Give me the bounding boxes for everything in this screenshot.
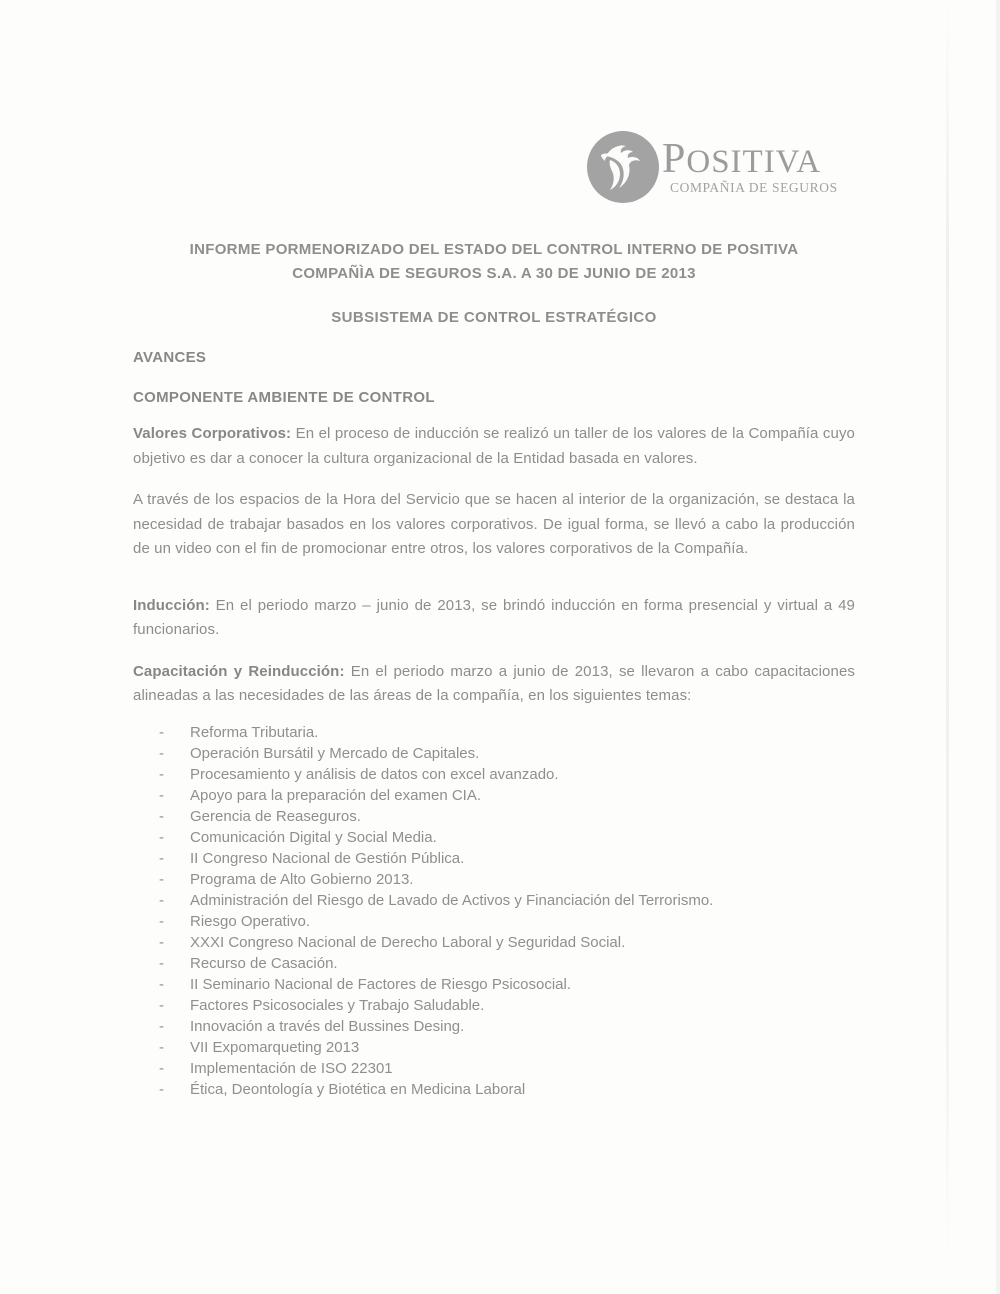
scan-artifact-line xyxy=(946,0,949,1255)
paragraph-text: En el periodo marzo – junio de 2013, se brindó inducción en forma presencial y virtual a 49 funcionarios. xyxy=(133,596,855,638)
list-item-text: Programa de Alto Gobierno 2013. xyxy=(190,870,414,888)
list-item-text: Apoyo para la preparación del examen CIA. xyxy=(190,786,482,804)
heading-componente: COMPONENTE AMBIENTE DE CONTROL xyxy=(133,389,435,406)
capacitacion-topics-list xyxy=(133,722,855,1100)
paragraph-capacitacion xyxy=(133,660,855,709)
heading-avances: AVANCES xyxy=(133,349,207,366)
list-item-text: XXXI Congreso Nacional de Derecho Laboral y Seguridad Social. xyxy=(190,933,626,951)
list-item xyxy=(133,806,855,827)
list-item xyxy=(133,869,855,890)
document-body xyxy=(133,0,855,1100)
list-item xyxy=(133,911,855,932)
document-subtitle: SUBSISTEMA DE CONTROL ESTRATÉGICO xyxy=(331,309,657,326)
document-title xyxy=(133,238,855,286)
list-item-text: Procesamiento y análisis de datos con excel avanzado. xyxy=(190,765,559,783)
list-item xyxy=(133,995,855,1016)
list-item xyxy=(133,1016,855,1037)
list-item-text: Operación Bursátil y Mercado de Capitales. xyxy=(190,744,480,762)
list-item-text: Implementación de ISO 22301 xyxy=(190,1059,393,1077)
list-item xyxy=(133,1037,855,1058)
paragraph-text: En el proceso de inducción se realizó un taller de los valores de la Compañía cuyo objetivo es dar a conocer la cultura organizacional de la Entidad basada en valores. xyxy=(133,425,855,467)
list-item xyxy=(133,1079,855,1100)
document-title-line1: INFORME PORMENORIZADO DEL ESTADO DEL CONTROL INTERNO DE POSITIVA xyxy=(189,241,799,258)
paragraph-induccion xyxy=(133,594,855,643)
list-item-text: Administración del Riesgo de Lavado de Activos y Financiación del Terrorismo. xyxy=(190,891,714,909)
list-item xyxy=(133,974,855,995)
list-item xyxy=(133,722,855,743)
list-item-text: Recurso de Casación. xyxy=(190,954,338,972)
list-item-text: Ética, Deontología y Biotética en Medicina Laboral xyxy=(190,1080,526,1098)
paragraph-lead: Valores Corporativos: xyxy=(133,425,292,442)
list-item-text: Factores Psicosociales y Trabajo Saludable. xyxy=(190,996,485,1014)
logo-tagline: COMPAÑIA DE SEGUROS xyxy=(670,180,838,195)
list-item xyxy=(133,743,855,764)
list-item-text: Reforma Tributaria. xyxy=(190,723,319,741)
list-item-text: Innovación a través del Bussines Desing. xyxy=(190,1017,465,1035)
list-item-text: Gerencia de Reaseguros. xyxy=(190,807,361,825)
list-item xyxy=(133,953,855,974)
list-item xyxy=(133,1058,855,1079)
scan-artifact-edge xyxy=(996,0,1000,1294)
paragraph-lead: Capacitación y Reinducción: xyxy=(133,662,345,680)
document-title-line2: COMPAÑÌA DE SEGUROS S.A. A 30 DE JUNIO DE 2013 xyxy=(292,265,696,282)
list-item xyxy=(133,785,855,806)
logo-wordmark: POSITIVA xyxy=(662,136,822,182)
list-item-text: Comunicación Digital y Social Media. xyxy=(190,828,437,846)
paragraph-hora-del-servicio xyxy=(133,488,855,562)
list-item-text: II Seminario Nacional de Factores de Riesgo Psicosocial. xyxy=(190,975,572,993)
paragraph-text: En el periodo marzo a junio de 2013, se llevaron a cabo capacitaciones alineadas a las necesidades de las áreas de la compañía, en los siguientes temas: xyxy=(133,662,855,704)
list-item-text: Riesgo Operativo. xyxy=(190,912,311,930)
list-item xyxy=(133,764,855,785)
paragraph-text: A través de los espacios de la Hora del Servicio que se hacen al interior de la organización, se destaca la necesidad de trabajar basados en los valores corporativos. De igual forma, se llevó a cabo la producción de un video con el fin de promocionar entre otros, los valores corporativos de la Compañía. xyxy=(133,491,855,557)
list-item xyxy=(133,848,855,869)
list-item-text: VII Expomarqueting 2013 xyxy=(190,1038,360,1056)
paragraph-lead: Inducción: xyxy=(133,596,210,614)
list-item xyxy=(133,827,855,848)
list-item xyxy=(133,932,855,953)
list-item xyxy=(133,890,855,911)
list-item-text: II Congreso Nacional de Gestión Pública. xyxy=(190,849,465,867)
paragraph-valores-corporativos xyxy=(133,422,855,471)
